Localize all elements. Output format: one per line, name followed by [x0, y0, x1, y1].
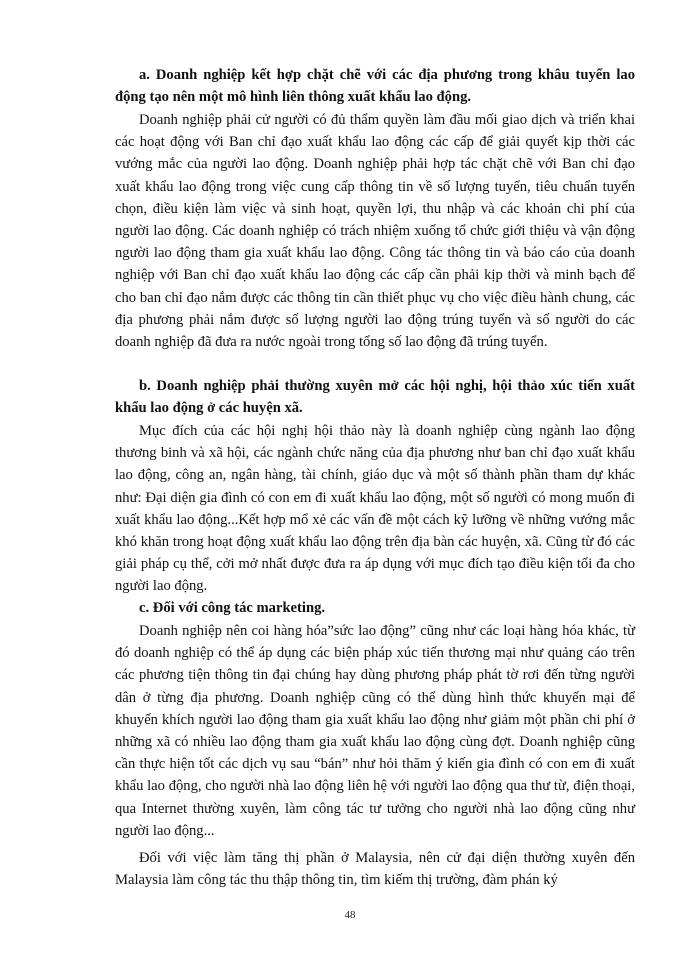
heading-section-a: a. Doanh nghiệp kết hợp chặt chẽ với các địa phương trong khâu tuyển lao động tạo nên một mô hình liên thông xuất khẩu lao động. [115, 67, 635, 106]
heading-section-c: c. Đối với công tác marketing. [139, 600, 326, 616]
paragraph-section-b: Mục đích của các hội nghị hội thảo này là doanh nghiệp cùng ngành lao động thương binh và xã hội, các ngành chức năng của địa phương như ban chỉ đạo xuất khẩu lao động, công an, ngân hàng, tài chính, giáo dục và một số thành phần tham dự khác như: Đại diện gia đình có con em đi xuất khẩu lao động, một số người có mong muốn đi xuất khẩu lao động...Kết hợp mổ xẻ các vấn đề một cách kỹ lưỡng về những vướng mắc khó khăn trong hoạt động xuất khẩu lao động trên địa bàn các huyện, xã. Cũng từ đó các giải pháp cụ thể, cởi mở nhất được đưa ra áp dụng với mục đích tạo điều kiện tối đa cho người lao động. [115, 423, 635, 595]
paragraph-section-a: Doanh nghiệp phải cử người có đủ thẩm quyền làm đầu mối giao dịch và triển khai các hoạt động với Ban chỉ đạo xuất khẩu lao động các cấp để giải quyết kịp thời các vướng mắc của người lao động. Doanh nghiệp phải hợp tác chặt chẽ với Ban chỉ đạo xuất khẩu lao động trong việc cung cấp thông tin về số lượng tuyển, tiêu chuẩn tuyển chọn, điều kiện làm việc và sinh hoạt, quyền lợi, thu nhập và các khoản chi phí của người lao động. Các doanh nghiệp có trách nhiệm xuống tổ chức giới thiệu và vận động người lao động tham gia xuất khẩu lao động. Công tác thông tin và báo cáo của doanh nghiệp với Ban chỉ đạo xuất khẩu lao động các cấp cần phải kịp thời và minh bạch để cho ban chỉ đạo nắm được các thông tin cần thiết phục vụ cho việc điều hành chung, các địa phương phải nắm được số lượng người lao động trúng tuyển và số người do các doanh nghiệp đã đưa ra nước ngoài trong tổng số lao động đã trúng tuyển. [115, 112, 635, 351]
page-number: 48 [344, 909, 356, 921]
paragraph-section-c: Doanh nghiệp nên coi hàng hóa”sức lao động” cũng như các loại hàng hóa khác, từ đó doanh nghiệp có thể áp dụng các biện pháp xúc tiến thương mại như quảng cáo trên các phương tiện thông tin đại chúng hay dùng phương pháp phát tờ rơi đến từng người dân ở từng địa phương. Doanh nghiệp cũng có thể dùng hình thức khuyến mại để khuyến khích người lao động tham gia xuất khẩu lao động như giảm một phần chi phí ở những xã có nhiều lao động tham gia xuất khẩu lao động cùng đợt. Doanh nghiệp cũng cần thực hiện tốt các dịch vụ sau “bán” như hỏi thăm ý kiến gia đình có con em đi xuất khẩu lao động, cho người nhà lao động liên hệ với người lao động qua thư từ, điện thoại, qua Internet thường xuyên, làm công tác tư tưởng cho người nhà lao động cũng như người lao động... [115, 623, 635, 839]
paragraph-malaysia: Đối với việc làm tăng thị phần ở Malaysia, nên cử đại diện thường xuyên đến Malaysia làm công tác thu thập thông tin, tìm kiếm thị trường, đàm phán ký [115, 850, 635, 889]
heading-section-b: b. Doanh nghiệp phải thường xuyên mở các hội nghị, hội thảo xúc tiến xuất khẩu lao động ở các huyện xã. [115, 378, 635, 417]
